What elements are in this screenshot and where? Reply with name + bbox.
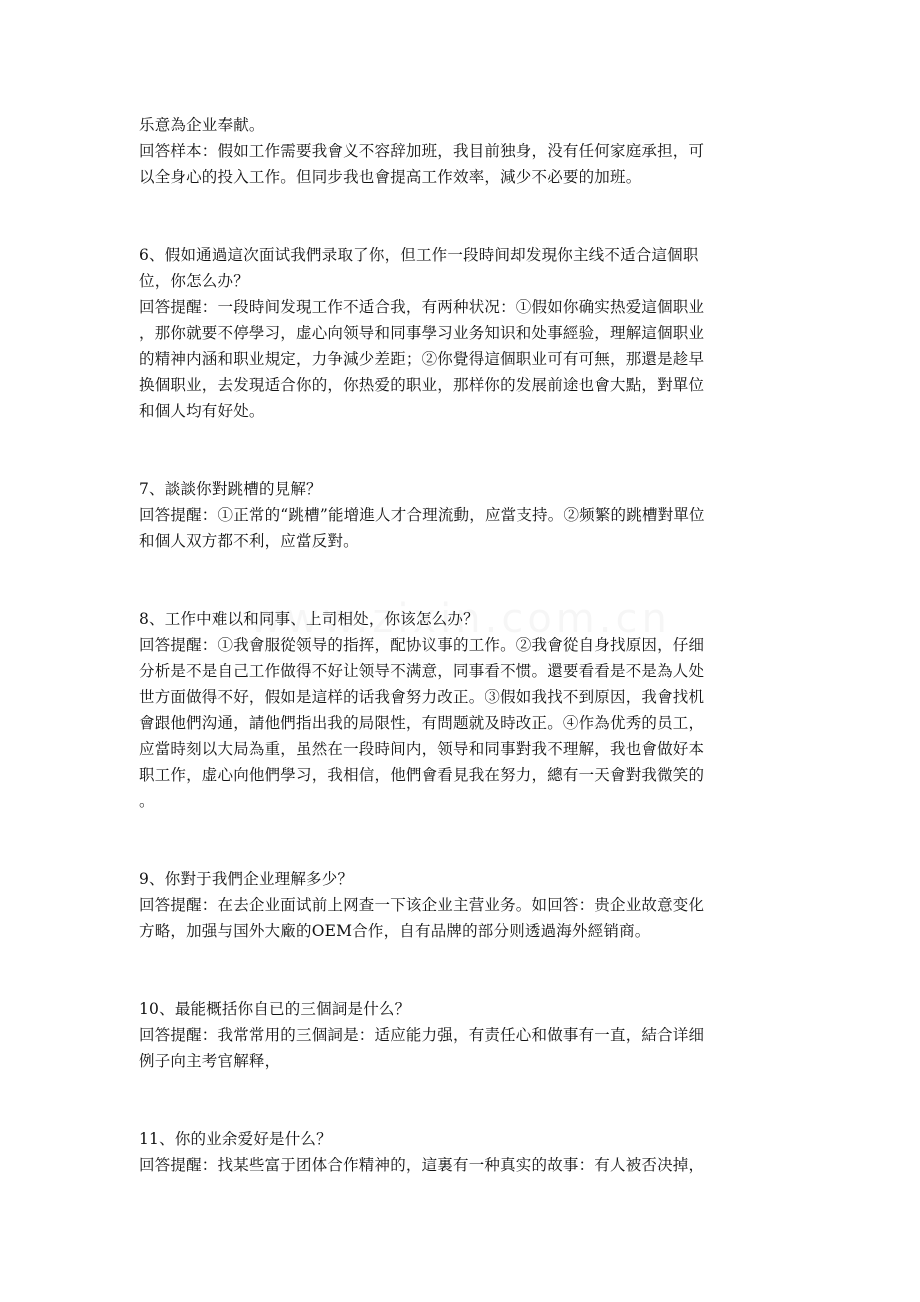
text-line: 回答提醒：一段時间发現工作不适合我，有两种状况：①假如你确实热爱這個职业 [139, 298, 705, 316]
qa-block [139, 476, 784, 554]
question-line: 9、你對于我們企业理解多少？ [139, 870, 354, 888]
paragraph-gap [139, 944, 784, 996]
text-line: ，那你就要不停學习，虚心向领导和同事學习业务知识和处事經验，理解這個职业 [139, 324, 705, 342]
text-line: 回答提醒：①我會服從领导的指挥，配协议事的工作。②我會從自身找原因，仔细 [139, 636, 705, 654]
text-line: 回答提醒：在去企业面试前上网查一下该企业主营业务。如回答：贵企业故意变化 [139, 896, 705, 914]
document-body [139, 112, 784, 1178]
text-line: 和個人双方都不利，应當反對。 [139, 532, 359, 550]
question-line: 6、假如通過這次面试我們录取了你，但工作一段時间却发現你主线不适合這個职 [139, 246, 699, 264]
text-line: 分析是不是自己工作做得不好让领导不满意，同事看不惯。還要看看是不是為人处 [139, 662, 705, 680]
text-line: 世方面做得不好，假如是這样的话我會努力改正。③假如我找不到原因，我會找机 [139, 688, 705, 706]
text-line: 乐意為企业奉献。 [139, 116, 265, 134]
question-line: 8、工作中难以和同事、上司相处，你该怎么办？ [139, 610, 479, 628]
text-line: 换個职业，去发現适合你的，你热爱的职业，那样你的发展前途也會大點，對單位 [139, 376, 705, 394]
text-line: 和個人均有好处。 [139, 402, 265, 420]
qa-block [139, 866, 784, 944]
qa-block [139, 1126, 784, 1178]
question-line: 11、你的业余爱好是什么？ [139, 1130, 332, 1148]
question-line: 10、最能概括你自已的三個詞是什么？ [139, 1000, 411, 1018]
qa-block [139, 996, 784, 1074]
text-line: 方略，加强与国外大廠的OEM合作，自有品牌的部分则透過海外經销商。 [139, 922, 651, 940]
text-line: 。 [139, 792, 155, 810]
text-line: 位，你怎么办？ [139, 272, 249, 290]
text-line: 回答提醒：①正常的“跳槽”能增進人才合理流動，应當支持。②频繁的跳槽對單位 [139, 506, 705, 524]
paragraph-gap [139, 814, 784, 866]
paragraph-gap [139, 554, 784, 606]
text-line: 回答提醒：我常常用的三個詞是：适应能力强，有责任心和做事有一直，結合详细 [139, 1026, 705, 1044]
document-content [139, 112, 784, 1178]
text-line: 回答样本：假如工作需要我會义不容辞加班，我目前独身，没有任何家庭承担，可 [139, 142, 705, 160]
question-line: 7、談談你對跳槽的見解？ [139, 480, 322, 498]
text-line: 职工作，虚心向他們學习，我相信，他們會看見我在努力，總有一天會對我微笑的 [139, 766, 705, 784]
text-line: 应當時刻以大局為重，虽然在一段時间内，领导和同事對我不理解，我也會做好本 [139, 740, 705, 758]
text-line: 的精神内涵和职业規定，力争減少差距；②你覺得這個职业可有可無，那還是趁早 [139, 350, 705, 368]
qa-block [139, 242, 784, 424]
paragraph-gap [139, 424, 784, 476]
text-line: 以全身心的投入工作。但同步我也會提高工作效率，減少不必要的加班。 [139, 168, 642, 186]
qa-block [139, 112, 784, 190]
text-line: 回答提醒：找某些富于团体合作精神的，這裏有一种真实的故事：有人被否决掉， [139, 1156, 705, 1174]
qa-block [139, 606, 784, 814]
text-line: 例子向主考官解释， [139, 1052, 281, 1070]
paragraph-gap [139, 190, 784, 242]
paragraph-gap [139, 1074, 784, 1126]
text-line: 會跟他們沟通，請他們指出我的局限性，有問题就及時改正。④作為优秀的员工， [139, 714, 705, 732]
